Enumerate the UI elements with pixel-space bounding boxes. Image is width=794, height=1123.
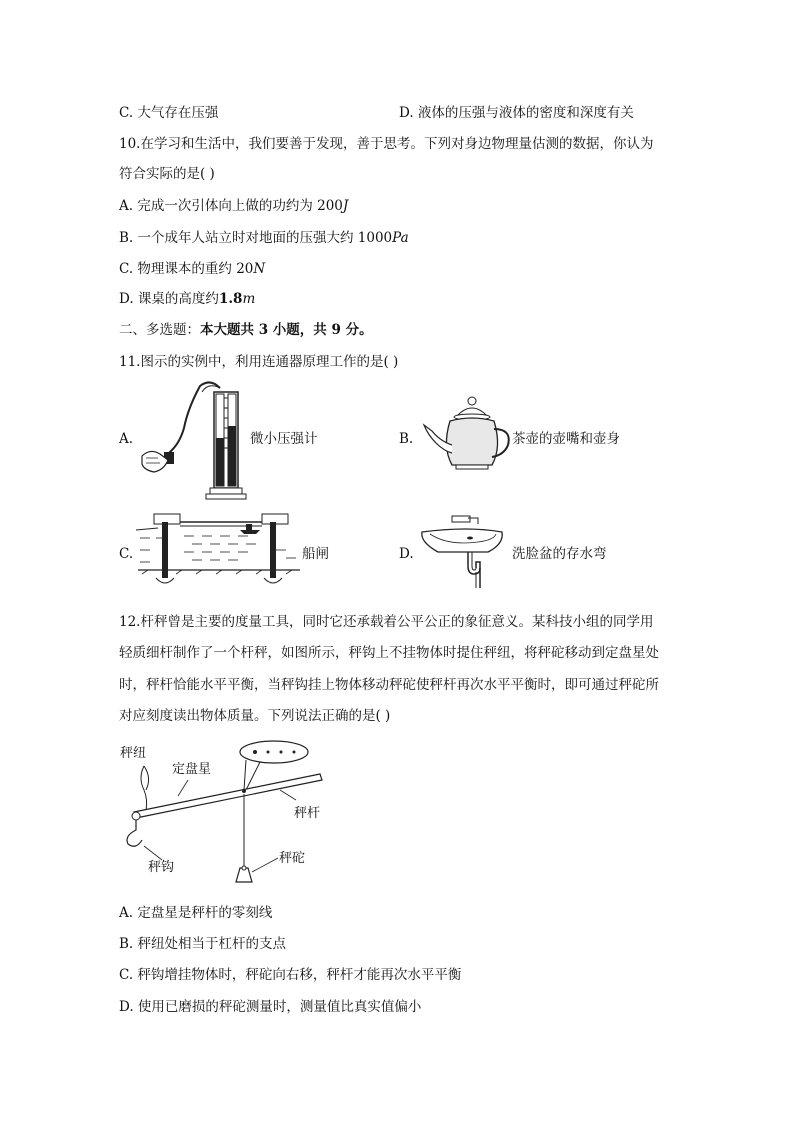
q10-option-d-text: D. 课桌的高度约 [119,291,219,307]
q12-stem-line2: 轻质细杆制作了一个杆秤，如图所示，秤钩上不挂物体时提住秤纽，将秤砣移动到定盘星处 [119,645,659,661]
q10-option-a-text: A. 完成一次引体向上做的功约为 200 [119,198,343,214]
q10-option-c [119,259,265,279]
q12-option-d: D. 使用已磨损的秤砣测量时，测量值比真实值偏小 [119,999,422,1015]
q12-option-c: C. 秤钩增挂物体时，秤砣向右移，秤杆才能再次水平平衡 [119,967,462,983]
section-2-heading [119,320,373,340]
section-2-desc: 本大题共 3 小题，共 9 分。 [200,322,373,338]
q11-d-caption: 洗脸盆的存水弯 [512,546,607,562]
q12-stem-line4: 对应刻度读出物体质量。下列说法正确的是( ) [119,708,391,724]
q10-option-c-unit: N [253,261,266,277]
q10-option-d [119,289,255,309]
teapot-illustration [420,395,512,475]
q10-option-b-text: B. 一个成年人站立时对地面的压强大约 1000 [119,230,393,246]
q10-option-c-text: C. 物理课本的重约 20 [119,261,254,277]
q11-c-letter: C. [119,546,134,562]
steelyard-label-star: 定盘星 [172,762,212,777]
q10-stem-line2: 符合实际的是( ) [119,166,215,182]
q10-stem-line1: 10.在学习和生活中，我们要善于发现，善于思考。下列对身边物理量估测的数据，你认为 [119,136,654,152]
section-2-title: 二、多选题： [119,322,200,338]
q10-option-b [119,228,409,248]
q12-stem-line1: 12.杆秤曾是主要的度量工具，同时它还承载着公平公正的象征意义。某科技小组的同学用 [119,614,654,630]
steelyard-label-niu: 秤纽 [120,746,147,761]
q12-option-a: A. 定盘星是秤杆的零刻线 [119,905,273,921]
ship-lock-illustration [136,508,302,586]
q9-option-d: D. 液体的压强与液体的密度和深度有关 [399,105,634,121]
q11-b-caption: 茶壶的壶嘴和壶身 [512,431,620,447]
q10-option-d-num: 1.8 [218,291,243,307]
steelyard-label-tuo: 秤砣 [279,851,306,866]
q11-d-letter: D. [399,546,414,562]
q10-option-a-unit: J [342,198,349,214]
q9-option-c: C. 大气存在压强 [119,105,219,121]
wash-basin-illustration [418,512,508,590]
steelyard-label-gan: 秤杆 [294,806,321,821]
q11-a-caption: 微小压强计 [250,431,318,447]
pressure-gauge-illustration [138,378,248,500]
q12-option-b: B. 秤纽处相当于杠杆的支点 [119,936,287,952]
q10-option-a [119,196,348,216]
q11-stem: 11.图示的实例中，利用连通器原理工作的是( ) [119,354,399,370]
q10-option-b-unit: Pa [392,230,409,246]
steelyard-label-gou: 秤钩 [148,860,175,875]
q11-c-caption: 船闸 [302,546,329,562]
q10-option-d-unit: m [242,291,256,307]
q11-b-letter: B. [399,431,414,447]
q11-a-letter: A. [119,431,134,447]
q12-stem-line3: 时，秤杆恰能水平平衡，当秤钩挂上物体移动秤砣使秤杆再次水平平衡时，即可通过秤砣所 [119,677,659,693]
